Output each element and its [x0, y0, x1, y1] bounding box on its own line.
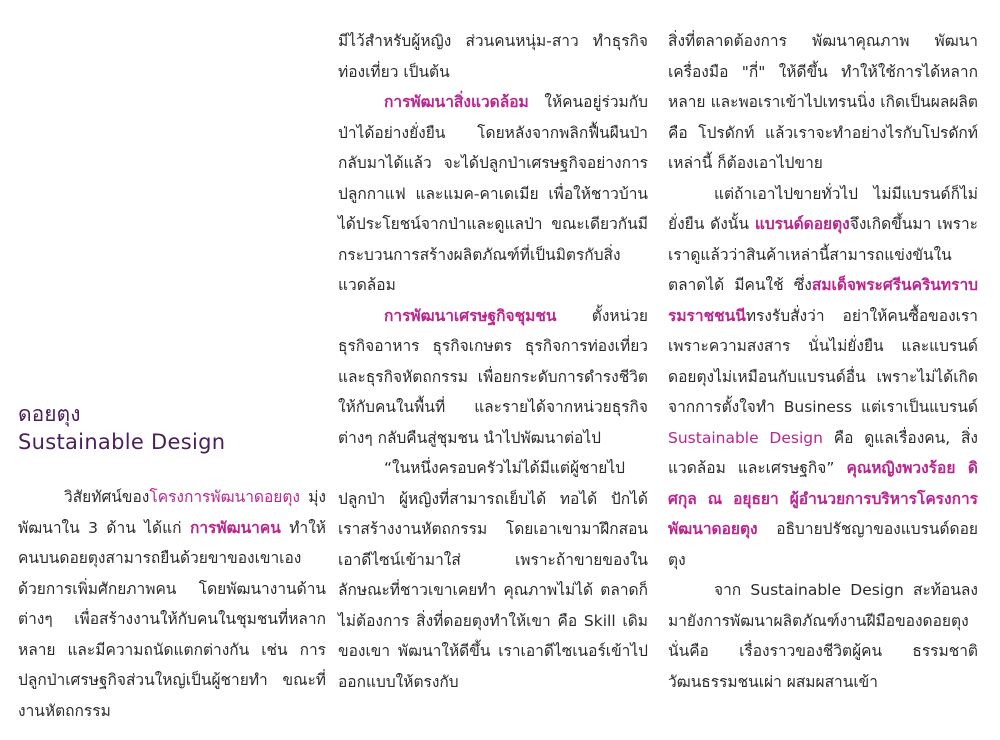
title-line-2: Sustainable Design: [18, 430, 226, 454]
text-span: จึงเกิดขึ้นมา เพราะเราดูแล้วว่าสินค้าเหล่านี้สามารถแข่งขันในตลาดได้ มีคนใช้ ซึ่ง: [668, 215, 978, 294]
paragraph-brand: [668, 179, 978, 576]
highlight-economy-development: การพัฒนาเศรษฐกิจชุมชน: [384, 306, 557, 325]
column-1: [18, 400, 326, 726]
highlight-speaker-name: คุณหญิงพวงร้อย ดิศกุล ณ อยุธยา ผู้อำนวยการบริหารโครงการพัฒนาดอยตุง: [668, 459, 978, 538]
highlight-people-development: การพัฒนาคน: [189, 518, 281, 537]
title-line-1: ดอยตุง: [18, 402, 81, 426]
highlight-environment-development: การพัฒนาสิ่งแวดล้อม: [384, 93, 529, 111]
text-span: อธิบายปรัชญาของแบรนด์ดอยตุง: [668, 520, 978, 569]
paragraph-environment: [338, 87, 648, 301]
column-2: [338, 26, 648, 697]
text-span: แต่ถ้าเอาไปขายทั่วไป ไม่มีแบรนด์ก็ไม่ยั่งยืน ดังนั้น: [668, 184, 978, 233]
text-span: ตั้งหน่วยธุรกิจอาหาร ธุรกิจเกษตร ธุรกิจการท่องเที่ยว และธุรกิจหัตถกรรม เพื่อยกระดับการดำรงชีวิตให้กับคนในพื้นที่ และรายได้จากหน่วยธุรกิจต่างๆ กลับคืนสู่ชุมชน นำไปพัฒนาต่อไป: [338, 306, 648, 447]
text-span: มุ่งพัฒนาใน 3 ด้าน ได้แก่: [18, 488, 326, 537]
article-title: [18, 400, 326, 456]
text-span: วิสัยทัศน์ของ: [64, 488, 150, 506]
highlight-princess-mother: สมเด็จพระศรีนครินทราบรมราชชนนี: [668, 276, 978, 325]
highlight-sustainable-design: Sustainable Design: [668, 428, 823, 447]
paragraph-sustainable-design: จาก Sustainable Design สะท้อนลงมายังการพัฒนาผลิตภัณฑ์งานฝีมือของดอยตุง นั่นคือ เรื่องราวของชีวิตผู้คน ธรรมชาติ วัฒนธรรมชนเผ่า ผสมผสานเข้า: [668, 581, 978, 691]
column-3: [668, 26, 978, 697]
paragraph-continued: มีไว้สำหรับผู้หญิง ส่วนคนหนุ่ม-สาว ทำธุรกิจท่องเที่ยว เป็นต้น: [338, 32, 648, 81]
highlight-brand-name: แบรนด์ดอยตุง: [754, 215, 850, 233]
paragraph-quote: “ในหนึ่งครอบครัวไม่ได้มีแต่ผู้ชายไปปลูกป่า ผู้หญิงที่สามารถเย็บได้ ทอได้ ปักได้ เราสร้างงานหัตถกรรม โดยเอาเขามาฝึกสอน เอาดีไซน์เข้ามาใส่ เพราะถ้าขายของในลักษณะที่ชาวเขาเคยทำ คุณภาพไม่ได้ ตลาดก็ไม่ต้องการ สิ่งที่ดอยตุงทำให้เขา คือ Skill เดิมของเขา พัฒนาให้ดีขึ้น เราเอาดีไซเนอร์เข้าไปออกแบบให้ตรงกับ: [338, 459, 648, 691]
text-span: คือ ดูแลเรื่องคน, สิ่งแวดล้อม และเศรษฐกิจ”: [668, 428, 978, 477]
paragraph-vision: [18, 482, 326, 726]
highlight-project-name: โครงการพัฒนาดอยตุง: [149, 488, 300, 506]
paragraph-economy: [338, 301, 648, 454]
text-span: ทรงรับสั่งว่า อย่าให้คนซื้อของเราเพราะความสงสาร นั่นไม่ยั่งยืน และแบรนด์ดอยตุงไม่เหมือนกับแบรนด์อื่น เพราะไม่ได้เกิดจากการตั้งใจทำ Business แต่เราเป็นแบรนด์: [668, 306, 978, 416]
text-span: ให้คนอยู่ร่วมกับป่าได้อย่างยั่งยืน โดยหลังจากพลิกฟื้นผืนป่ากลับมาได้แล้ว จะได้ปลูกป่าเศรษฐกิจอย่างการปลูกกาแฟ และแมค-คาเดเมีย เพื่อให้ชาวบ้านได้ประโยชน์จากป่าและดูแลป่า ขณะเดียวกันมีกระบวนการสร้างผลิตภัณฑ์ที่เป็นมิตรกับสิ่งแวดล้อม: [338, 93, 648, 294]
paragraph-quote-continued: สิ่งที่ตลาดต้องการ พัฒนาคุณภาพ พัฒนาเครื่องมือ "กี่" ให้ดีขึ้น ทำให้ใช้การได้หลากหลาย และพอเราเข้าไปเทรนนิ่ง เกิดเป็นผลผลิต คือ โปรดักท์ แล้วเราจะทำอย่างไรกับโปรดักท์เหล่านี้ ก็ต้องเอาไปขาย: [668, 32, 978, 172]
text-span: ทำให้คนบนดอยตุงสามารถยืนด้วยขาของเขาเอง ด้วยการเพิ่มศักยภาพคน โดยพัฒนางานด้านต่างๆ เพื่อสร้างงานให้กับคนในชุมชนที่หลากหลาย และมีความถนัดแตกต่างกัน เช่น การปลูกป่าเศรษฐกิจส่วนใหญ่เป็นผู้ชายทำ ขณะที่งานหัตถกรรม: [18, 518, 326, 720]
